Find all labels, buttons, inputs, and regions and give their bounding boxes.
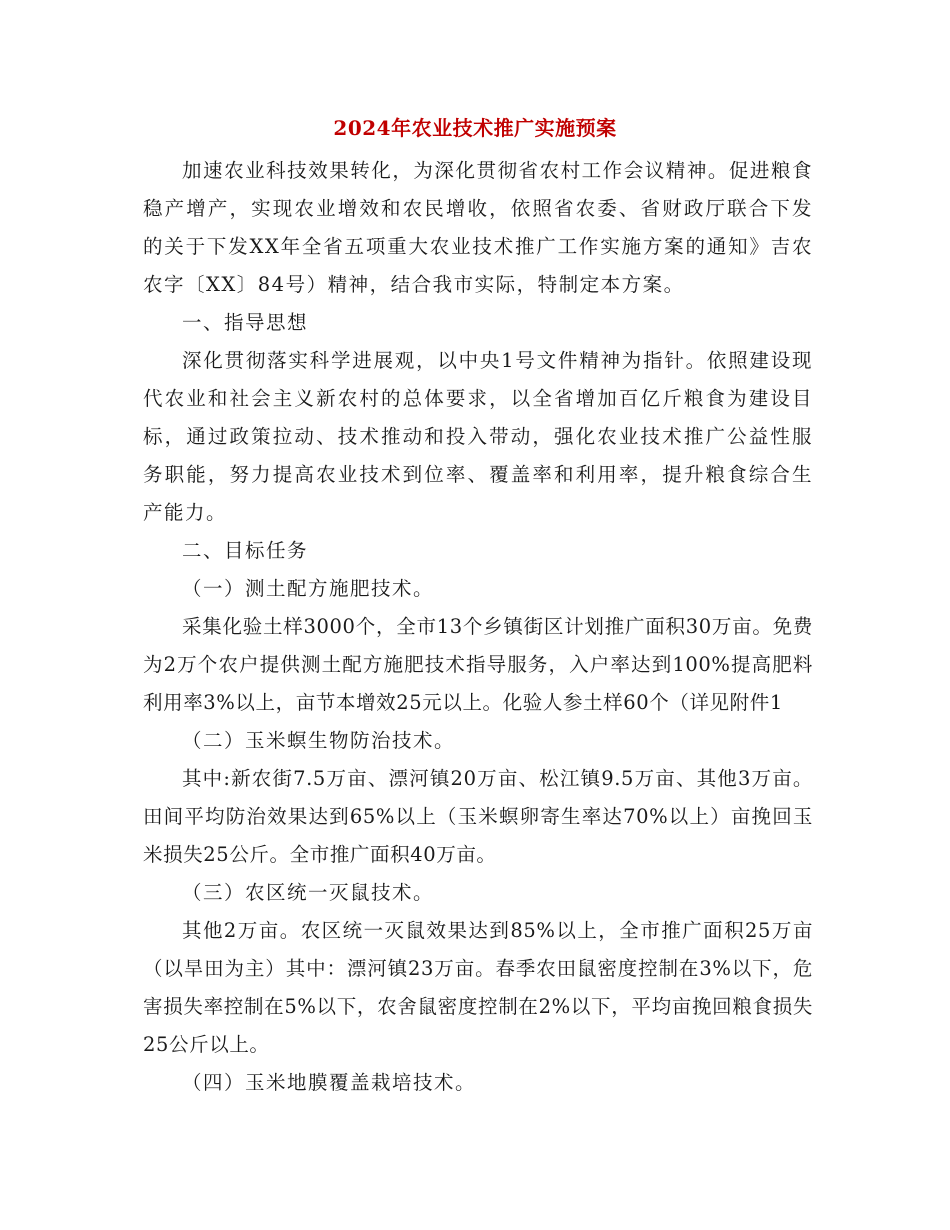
section-heading-target-tasks: 二、目标任务 bbox=[182, 539, 309, 562]
document-title: 2024年农业技术推广实施预案 bbox=[333, 116, 617, 140]
corn-borer-paragraph: 其中:新农街7.5万亩、漂河镇20万亩、松江镇9.5万亩、其他3万亩。田间平均防治效果达到65%以上（玉米螟卵寄生率达70%以上）亩挽回玉米损失25公斤。全市推广面积40万亩。 bbox=[143, 767, 813, 866]
section-heading-guiding-ideology: 一、指导思想 bbox=[182, 311, 309, 334]
subheading-rodent-control: （三）农区统一灭鼠技术。 bbox=[182, 881, 435, 904]
subheading-soil-testing-fertilization: （一）测土配方施肥技术。 bbox=[182, 577, 435, 600]
subheading-corn-borer-control: （二）玉米螟生物防治技术。 bbox=[182, 729, 456, 752]
subheading-plastic-film-mulching: （四）玉米地膜覆盖栽培技术。 bbox=[182, 1071, 477, 1094]
rodent-control-paragraph: 其他2万亩。农区统一灭鼠效果达到85%以上，全市推广面积25万亩（以旱田为主）其中：漂河镇23万亩。春季农田鼠密度控制在3%以下，危害损失率控制在5%以下，农舍鼠密度控制在2%以下，平均亩挽回粮食损失25公斤以上。 bbox=[143, 919, 813, 1056]
soil-testing-paragraph: 采集化验土样3000个，全市13个乡镇街区计划推广面积30万亩。免费为2万个农户提供测土配方施肥技术指导服务，入户率达到100%提高肥料利用率3%以上，亩节本增效25元以上。化验人参土样60个（详见附件1 bbox=[143, 615, 813, 714]
guiding-ideology-paragraph: 深化贯彻落实科学进展观，以中央1号文件精神为指针。依照建设现代农业和社会主义新农村的总体要求，以全省增加百亿斤粮食为建设目标，通过政策拉动、技术推动和投入带动，强化农业技术推广公益性服务职能，努力提高农业技术到位率、覆盖率和利用率，提升粮食综合生产能力。 bbox=[143, 349, 813, 524]
intro-paragraph: 加速农业科技效果转化，为深化贯彻省农村工作会议精神。促进粮食稳产增产，实现农业增效和农民增收，依照省农委、省财政厅联合下发的关于下发XX年全省五项重大农业技术推广工作实施方案的通知》吉农农字〔XX〕84号）精神，结合我市实际，特制定本方案。 bbox=[143, 159, 813, 296]
document-body bbox=[143, 152, 813, 1102]
